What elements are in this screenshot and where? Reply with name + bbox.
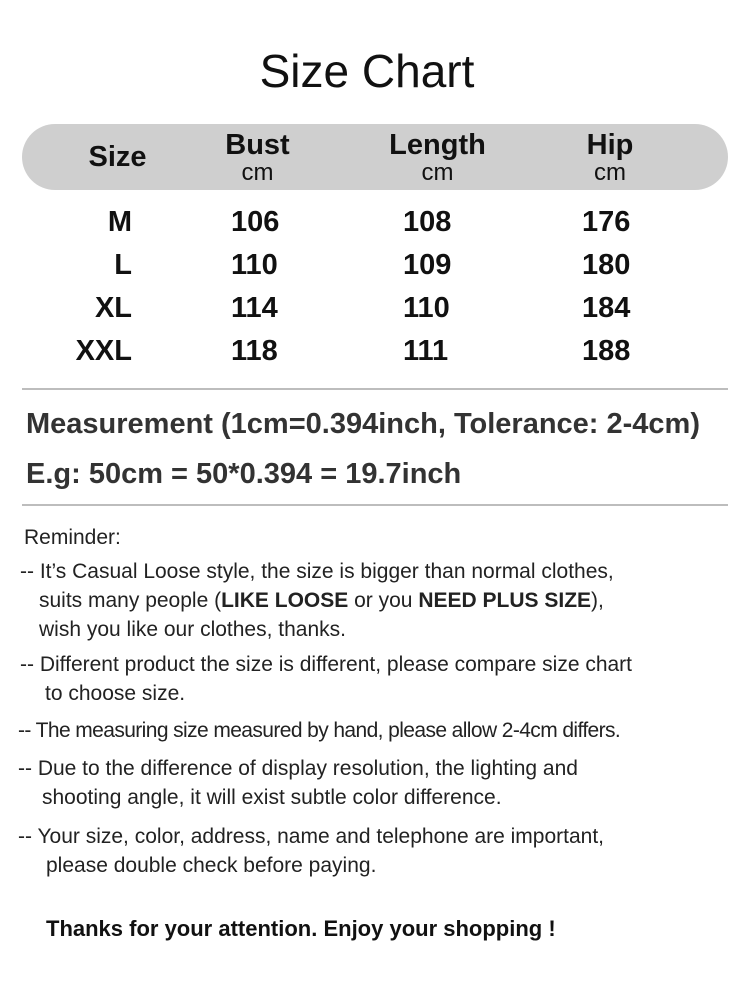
note-line: -- Different product the size is different, please compare size chart (20, 653, 633, 676)
table-row (0, 202, 750, 245)
divider (22, 388, 728, 390)
cell-hip: 184 (582, 292, 631, 324)
note-line: -- Due to the difference of display resolution, the lighting and (18, 757, 578, 780)
cell-size: XL (94, 292, 132, 324)
cell-bust: 110 (231, 249, 278, 281)
header-bust-unit: cm (241, 159, 274, 186)
table-row (0, 245, 750, 288)
emphasis-like-loose: LIKE LOOSE (221, 589, 349, 612)
header-hip (560, 130, 660, 186)
cell-length: 110 (403, 292, 450, 324)
note-line: -- The measuring size measured by hand, please allow 2-4cm differs. (18, 719, 621, 742)
divider (22, 504, 728, 506)
cell-hip: 176 (582, 206, 631, 238)
cell-size: XXL (75, 335, 132, 367)
cell-length: 108 (403, 206, 452, 238)
size-table-body (0, 202, 750, 374)
cell-size: L (114, 249, 132, 281)
header-length (360, 130, 515, 186)
header-hip-unit: cm (594, 159, 626, 186)
cell-length: 111 (403, 335, 449, 367)
cell-bust: 106 (231, 206, 280, 238)
header-hip-label: Hip (586, 129, 634, 161)
header-size: Size (88, 141, 147, 173)
page-title: Size Chart (259, 45, 475, 97)
note-product-size (20, 650, 632, 708)
note-color-difference (18, 754, 578, 812)
emphasis-plus-size: NEED PLUS SIZE (418, 589, 592, 612)
table-row (0, 331, 750, 374)
note-line: wish you like our clothes, thanks. (39, 618, 346, 641)
reminder-label: Reminder: (24, 526, 121, 549)
header-length-unit: cm (421, 159, 454, 186)
note-line: -- It’s Casual Loose style, the size is bigger than normal clothes, (20, 560, 614, 583)
closing-message: Thanks for your attention. Enjoy your shopping ! (46, 916, 556, 941)
note-line: please double check before paying. (46, 854, 377, 877)
note-line: to choose size. (45, 682, 186, 705)
cell-bust: 114 (231, 292, 278, 324)
note-double-check (18, 822, 604, 880)
header-bust (200, 130, 315, 186)
measurement-note: Measurement (1cm=0.394inch, Tolerance: 2-4cm) (26, 408, 700, 440)
cell-hip: 188 (582, 335, 631, 367)
table-row (0, 288, 750, 331)
note-line: shooting angle, it will exist subtle color difference. (42, 786, 502, 809)
cell-bust: 118 (231, 335, 278, 367)
header-bust-label: Bust (225, 129, 290, 161)
cell-hip: 180 (582, 249, 631, 281)
note-line: suits many people (LIKE LOOSE or you NEED PLUS SIZE), (39, 589, 604, 612)
note-casual-loose (20, 557, 614, 644)
note-line: -- Your size, color, address, name and telephone are important, (18, 825, 605, 848)
cell-length: 109 (403, 249, 452, 281)
note-measured-by-hand (18, 716, 620, 745)
conversion-example: E.g: 50cm = 50*0.394 = 19.7inch (26, 458, 462, 490)
header-length-label: Length (389, 129, 486, 161)
cell-size: M (107, 206, 132, 238)
